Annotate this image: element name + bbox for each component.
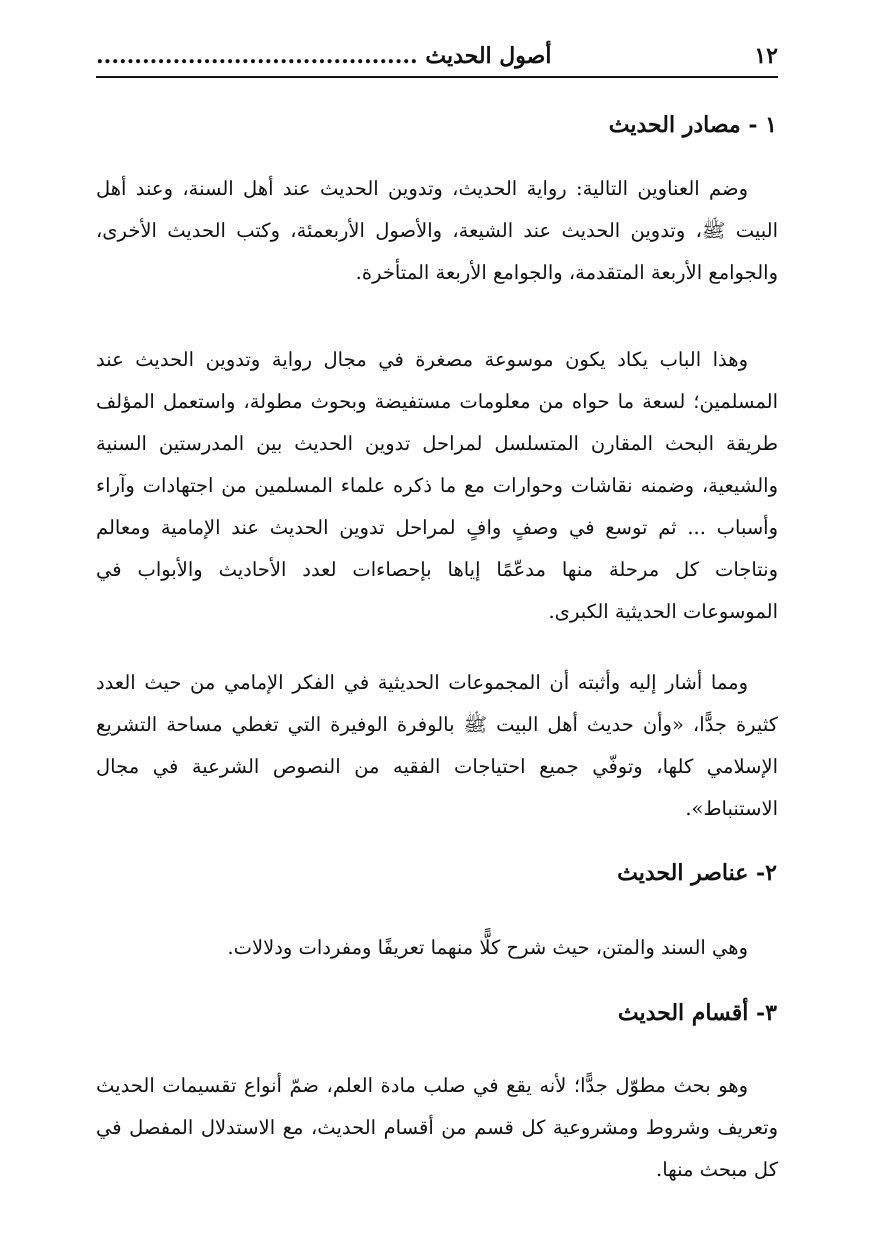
paragraph: وهو بحث مطوّل جدًّا؛ لأنه يقع في صلب مادة العلم، ضمّ أنواع تقسيمات الحديث وتعريف وشروط ومشروعية كل قسم من أقسام الحديث، مع الاستدلال المفصل في كل مبحث منها. (96, 1074, 778, 1181)
paragraph: وهذا الباب يكاد يكون موسوعة مصغرة في مجال رواية وتدوين الحديث عند المسلمين؛ لسعة ما حواه من معلومات مستفيضة وبحوث مطولة، واستعمل المؤلف طريقة البحث المقارن المتسلسل لمراحل تدوين الحديث بين المدرستين السنية والشيعية، وضمنه نقاشات وحوارات مع ما ذكره علماء المسلمين من اجتهادات وآراء وأسباب ... ثم توسع في وصفٍ وافٍ لمراحل تدوين الحديث عند الإمامية ومعالم ونتاجات كل مرحلة منها مدعّمًا إياها بإحصاءات لعدد الأحاديث والأبواب في الموسوعات الحديثية الكبرى. (96, 348, 778, 623)
running-title (96, 43, 551, 69)
section-heading: ٣- أقسام الحديث (617, 1000, 777, 1026)
section-heading: ١ - مصادر الحديث (608, 112, 777, 138)
dot-leader: .......................................... (96, 43, 418, 69)
paragraph: وهي السند والمتن، حيث شرح كلًّا منهما تعريفًا ومفردات ودلالات. (227, 936, 748, 959)
book-title: أصول الحديث (425, 43, 552, 69)
section-heading: ٢- عناصر الحديث (617, 860, 777, 886)
page-number: ١٢ (754, 43, 778, 69)
paragraph: وضم العناوين التالية: رواية الحديث، وتدوين الحديث عند أهل السنة، وعند أهل البيت ﷺ، وتدوين الحديث عند الشيعة، والأصول الأربعمئة، وكتب الحديث الأخرى، والجوامع الأربعة المتقدمة، والجوامع الأربعة المتأخرة. (96, 177, 778, 284)
paragraph: ومما أشار إليه وأثبته أن المجموعات الحديثية في الفكر الإمامي من حيث العدد كثيرة جدًّا، «وأن حديث أهل البيت ﷺ بالوفرة الوفيرة التي تغطي مساحة التشريع الإسلامي كلها، وتوفّي جميع احتياجات الفقيه من النصوص الشرعية في مجال الاستنباط». (96, 671, 778, 820)
running-header (96, 36, 778, 78)
